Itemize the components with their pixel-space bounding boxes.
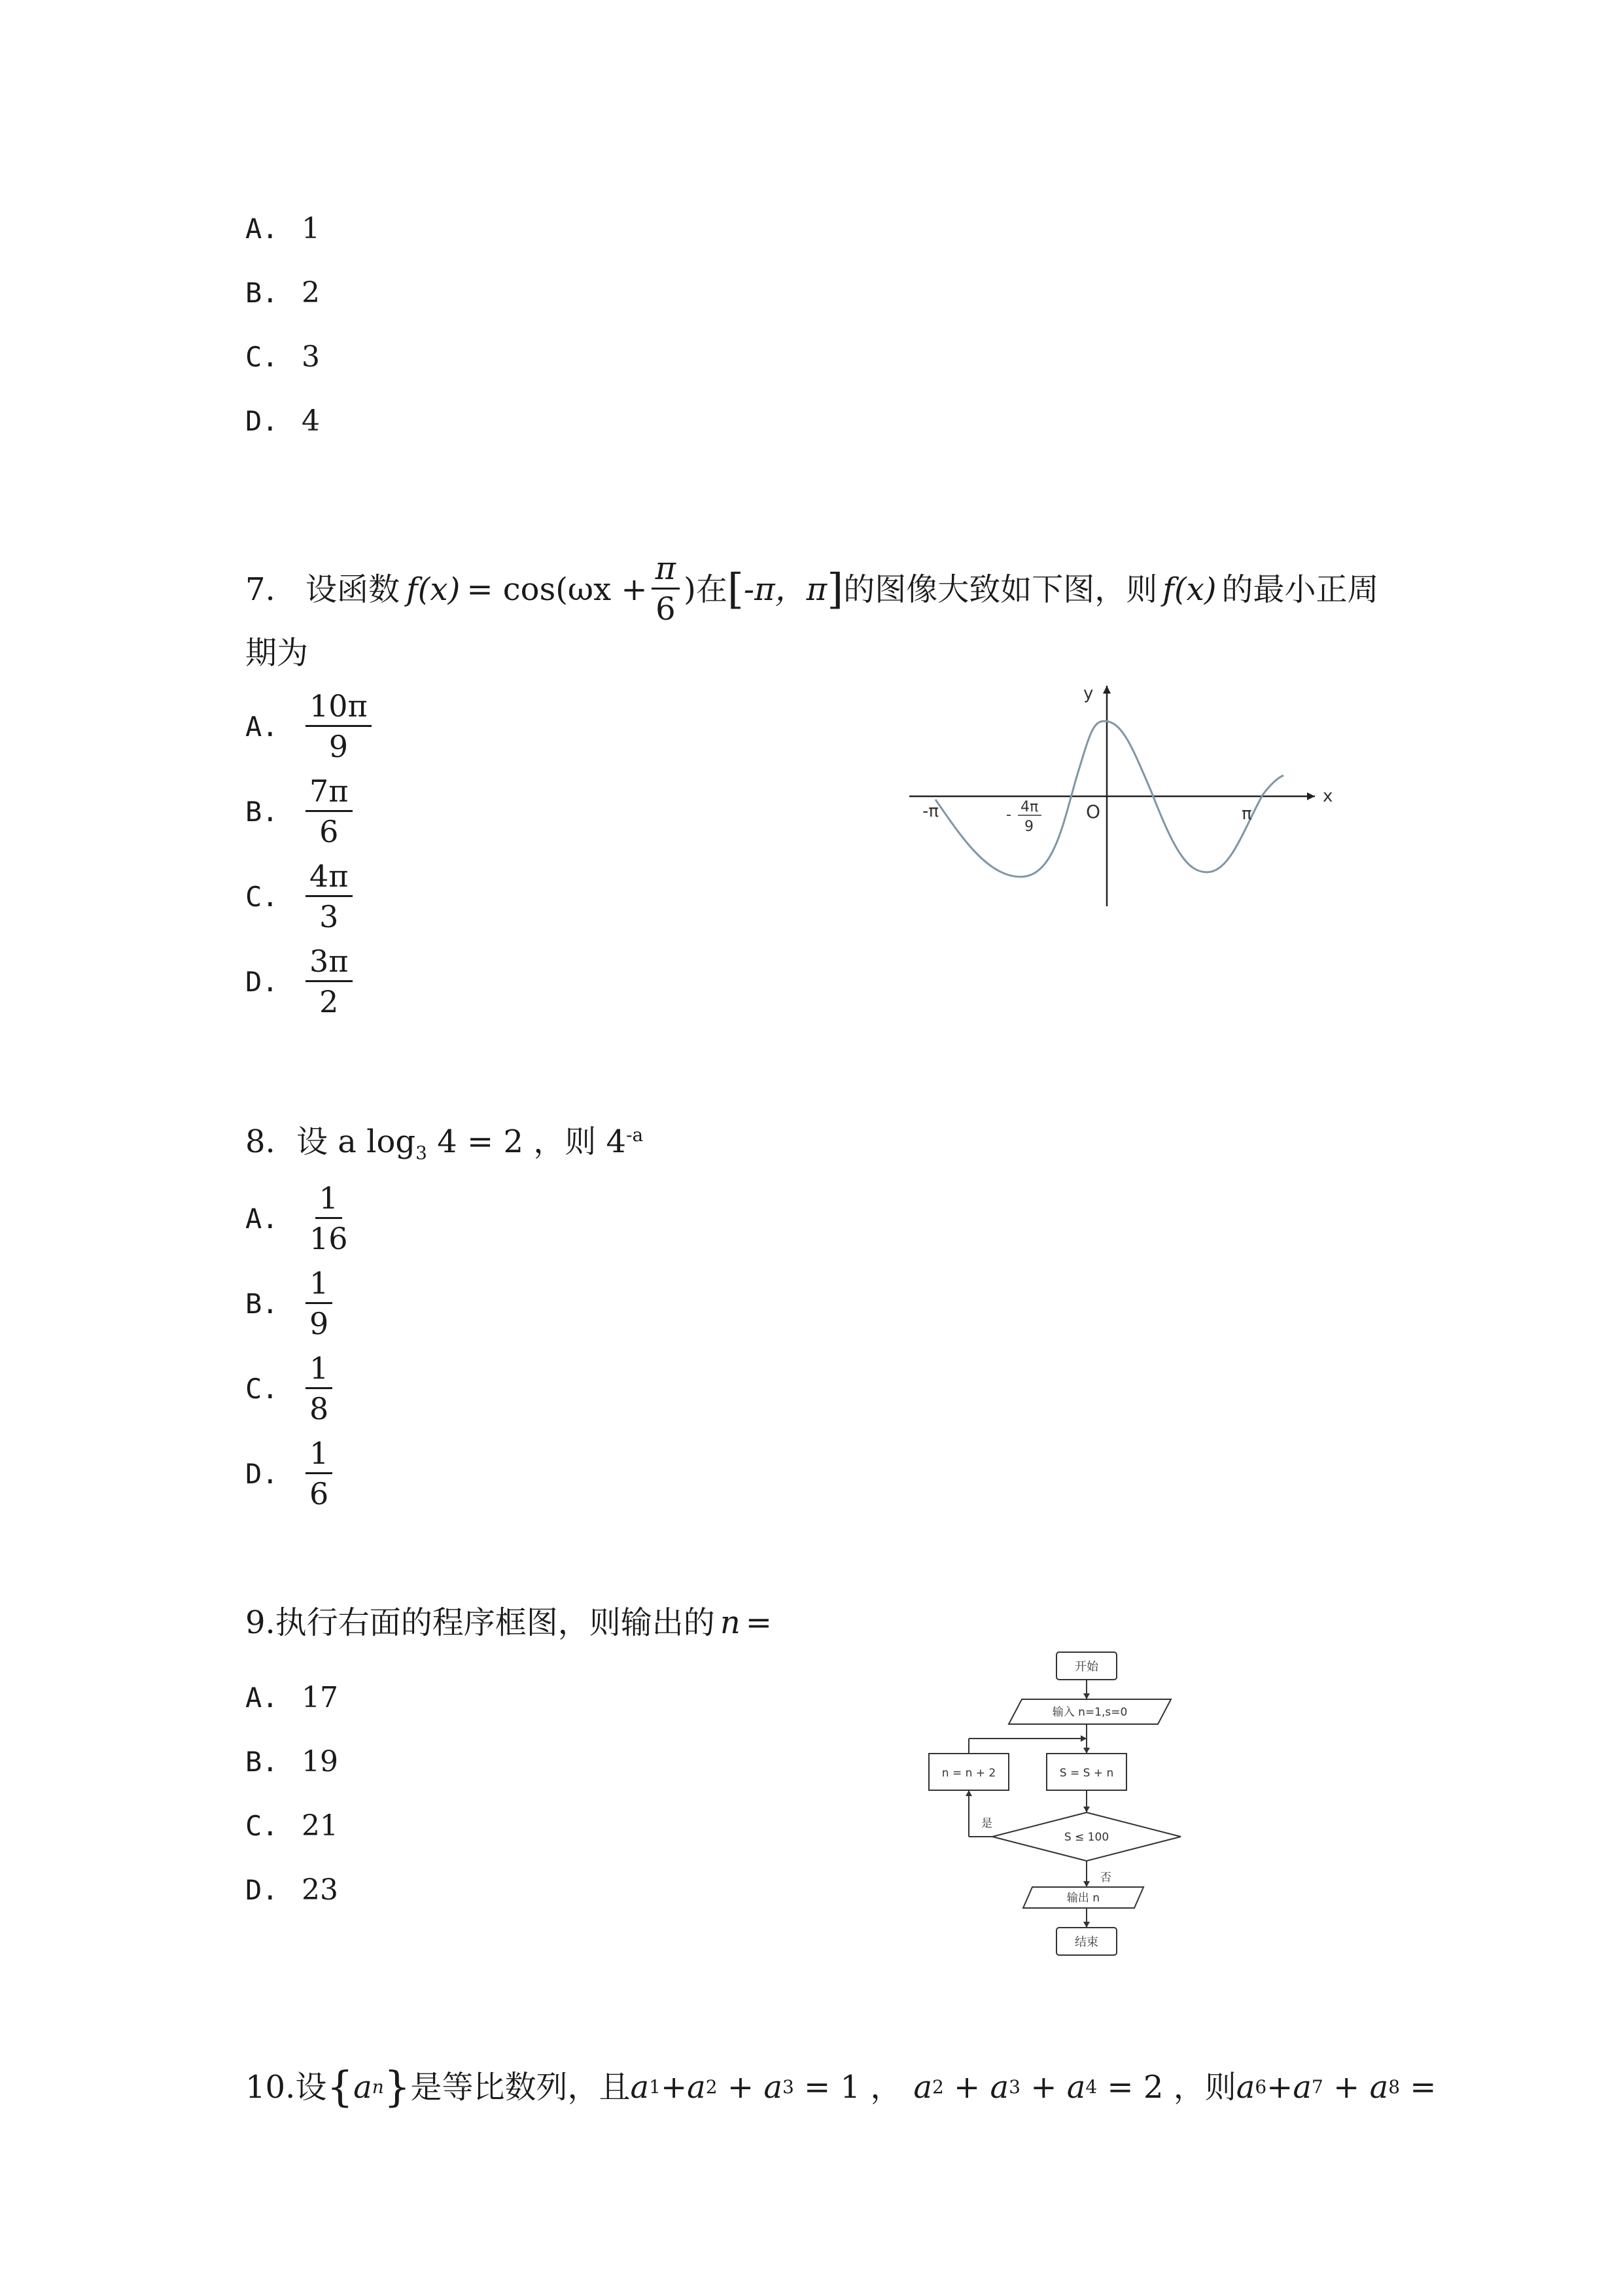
term: + a: [943, 2069, 1009, 2106]
fraction-denominator: 6: [655, 591, 676, 627]
q10-r3: =: [1400, 2069, 1437, 2106]
left-brace-glyph: {: [326, 2063, 354, 2111]
option-label: C.: [245, 341, 279, 373]
term: +a: [660, 2069, 706, 2106]
fraction-numerator: 4π: [305, 857, 353, 897]
x-axis-label: x: [1323, 786, 1333, 806]
option-value: 23: [302, 1873, 338, 1907]
option-label: B.: [245, 1746, 279, 1778]
right-brace-glyph: }: [383, 2063, 411, 2111]
flow-yes-label: 是: [981, 1817, 992, 1830]
subscript: 4: [1085, 2076, 1098, 2098]
q7-stem-line2: 期为: [245, 635, 309, 671]
option-value: 4: [302, 404, 320, 438]
fraction-denominator: 6: [319, 814, 339, 849]
option-label: A.: [245, 1682, 279, 1714]
flow-condition-label: S ≤ 100: [1064, 1831, 1109, 1844]
q7-in: 在: [695, 571, 727, 608]
subscript: 7: [1312, 2076, 1323, 2098]
option-value: 17: [302, 1681, 338, 1714]
option-value: 1: [302, 212, 320, 245]
y-axis-arrow-icon: [1103, 686, 1111, 694]
term: a: [913, 2069, 932, 2106]
flow-start-label: 开始: [1075, 1660, 1098, 1674]
question-number: 9.: [245, 1604, 275, 1641]
q7-close: ): [684, 571, 696, 608]
q7-option-b: [245, 772, 357, 851]
option-label: A.: [245, 1203, 279, 1235]
term: + a: [1020, 2069, 1086, 2106]
option-fraction: [305, 1179, 352, 1258]
fraction-denominator: 3: [319, 899, 339, 934]
option-fraction: [305, 942, 353, 1021]
option-fraction: [305, 687, 372, 766]
fraction-denominator: 6: [309, 1476, 329, 1511]
q7-stem: [245, 550, 1379, 629]
flow-no-label: 否: [1100, 1871, 1111, 1884]
q8-option-d: [245, 1434, 336, 1513]
q9-option-d: [245, 1871, 338, 1910]
arrow-icon: [1083, 1807, 1090, 1812]
subscript: 2: [705, 2076, 718, 2098]
left-bracket-glyph: [: [727, 565, 744, 614]
q6-option-d: [245, 402, 320, 441]
option-label: C.: [245, 1373, 279, 1405]
q8-option-c: [245, 1349, 336, 1428]
arrow-icon: [1081, 1735, 1087, 1742]
q6-option-a: [245, 209, 320, 249]
exponent: -a: [626, 1124, 644, 1146]
subscript: 3: [782, 2076, 794, 2098]
q7-pi-over-6: [652, 550, 680, 629]
option-value: 21: [302, 1809, 338, 1843]
term: + a: [1323, 2069, 1389, 2106]
fraction-numerator: 3π: [305, 942, 353, 982]
q7-option-d: [245, 942, 357, 1021]
flow-output-label: 输出 n: [1066, 1892, 1100, 1905]
flow-update-n-label: n = n + 2: [941, 1767, 996, 1780]
flow-end-label: 结束: [1075, 1935, 1098, 1949]
seq-term: a: [353, 2069, 372, 2106]
q7-option-c: [245, 857, 357, 936]
option-fraction: [305, 857, 353, 936]
q7-interval: -π，π: [743, 571, 828, 608]
q9-flowchart: [916, 1649, 1191, 1963]
term: a: [630, 2069, 650, 2106]
option-value: 3: [302, 340, 320, 374]
q7-suffix: 的最小正周: [1221, 571, 1379, 608]
q9-option-a: [245, 1678, 338, 1718]
option-label: A.: [245, 711, 279, 743]
q8-stem: [245, 1109, 643, 1180]
fraction-numerator: 10π: [305, 687, 372, 727]
x-axis-arrow-icon: [1307, 792, 1315, 800]
arrow-icon: [1083, 1693, 1090, 1699]
flow-update-s-label: S = S + n: [1059, 1767, 1114, 1780]
tick-denominator: 9: [1024, 819, 1034, 835]
subscript: 3: [1009, 2076, 1021, 2098]
q9-stem: [245, 1597, 772, 1649]
q9-option-c: [245, 1807, 338, 1846]
q7-func: f(x): [406, 571, 461, 608]
q6-option-c: [245, 338, 320, 377]
arrow-icon: [1083, 1922, 1090, 1928]
q9-text: 执行右面的程序框图，则输出的: [275, 1604, 715, 1641]
option-label: B.: [245, 796, 279, 828]
term: + a: [717, 2069, 782, 2106]
flow-input-label: 输入 n=1,s=0: [1052, 1706, 1128, 1719]
fraction-numerator: 1: [305, 1349, 332, 1389]
q10-r2: = 2 ，则: [1097, 2069, 1236, 2106]
fraction-denominator: 9: [309, 1306, 329, 1341]
question-number: 10.: [245, 2069, 296, 2106]
arrow-icon: [1083, 1881, 1090, 1887]
q8-mid: 4 = 2 ，则 4: [427, 1123, 627, 1160]
option-fraction: [305, 1349, 332, 1428]
term: a: [1236, 2069, 1255, 2106]
right-endpoint-label: π: [1242, 804, 1252, 824]
q10-r1: = 1 ，: [794, 2069, 902, 2106]
option-label: D.: [245, 966, 279, 998]
term: +a: [1266, 2069, 1312, 2106]
q9-eq: =: [745, 1604, 772, 1641]
subscript: 6: [1255, 2076, 1267, 2098]
q8-option-b: [245, 1264, 336, 1343]
option-label: C.: [245, 881, 279, 913]
option-label: D.: [245, 405, 279, 437]
fraction-numerator: 1: [305, 1434, 332, 1474]
q10-p1: 设: [295, 2069, 327, 2106]
left-endpoint-label: -π: [922, 802, 939, 821]
q7-eq: = cos(ωx +: [466, 571, 648, 608]
seq-subscript: n: [372, 2076, 384, 2098]
log-base: 3: [415, 1142, 427, 1164]
cosine-curve: [935, 721, 1283, 877]
option-label: D.: [245, 1874, 279, 1906]
q10-p2: 是等比数列，且: [410, 2069, 631, 2106]
fraction-denominator: 16: [309, 1221, 348, 1256]
subscript: 1: [649, 2076, 661, 2098]
tick-sign: -: [1006, 807, 1011, 823]
option-label: C.: [245, 1810, 279, 1842]
q7-prefix: 设函数: [305, 571, 400, 608]
fraction-numerator: 1: [315, 1179, 342, 1219]
fraction-denominator: 9: [328, 729, 349, 764]
y-axis-label: y: [1083, 684, 1094, 703]
fraction-numerator: 1: [305, 1264, 332, 1304]
question-number: 8.: [245, 1123, 275, 1160]
option-label: A.: [245, 213, 279, 245]
subscript: 8: [1388, 2076, 1401, 2098]
q6-option-b: [245, 274, 320, 313]
question-number: 7.: [245, 571, 275, 608]
fraction-numerator: π: [652, 550, 680, 590]
option-label: D.: [245, 1458, 279, 1490]
option-fraction: [305, 1264, 332, 1343]
origin-label: O: [1086, 801, 1101, 822]
arrow-icon: [1083, 1748, 1090, 1754]
right-bracket-glyph: ]: [827, 565, 844, 614]
q10-stem: [245, 2061, 1437, 2113]
q7-mid: 的图像大致如下图，则: [843, 571, 1158, 608]
option-fraction: [305, 772, 353, 851]
tick-numerator: 4π: [1021, 799, 1039, 815]
subscript: 2: [932, 2076, 944, 2098]
q7-cosine-graph: [896, 674, 1354, 923]
arrow-icon: [966, 1790, 972, 1796]
q7-func2: f(x): [1162, 571, 1217, 608]
option-value: 19: [302, 1745, 338, 1778]
fraction-numerator: 7π: [305, 772, 353, 812]
option-value: 2: [302, 276, 320, 309]
option-fraction: [305, 1434, 332, 1513]
q9-var: n: [720, 1604, 741, 1641]
option-label: B.: [245, 277, 279, 309]
fraction-denominator: 2: [319, 984, 339, 1019]
option-label: B.: [245, 1288, 279, 1320]
q8-option-a: [245, 1179, 356, 1258]
q7-option-a: [245, 687, 375, 766]
q9-option-b: [245, 1742, 338, 1782]
q8-prefix: 设 a log: [296, 1123, 416, 1160]
fraction-denominator: 8: [309, 1391, 329, 1426]
